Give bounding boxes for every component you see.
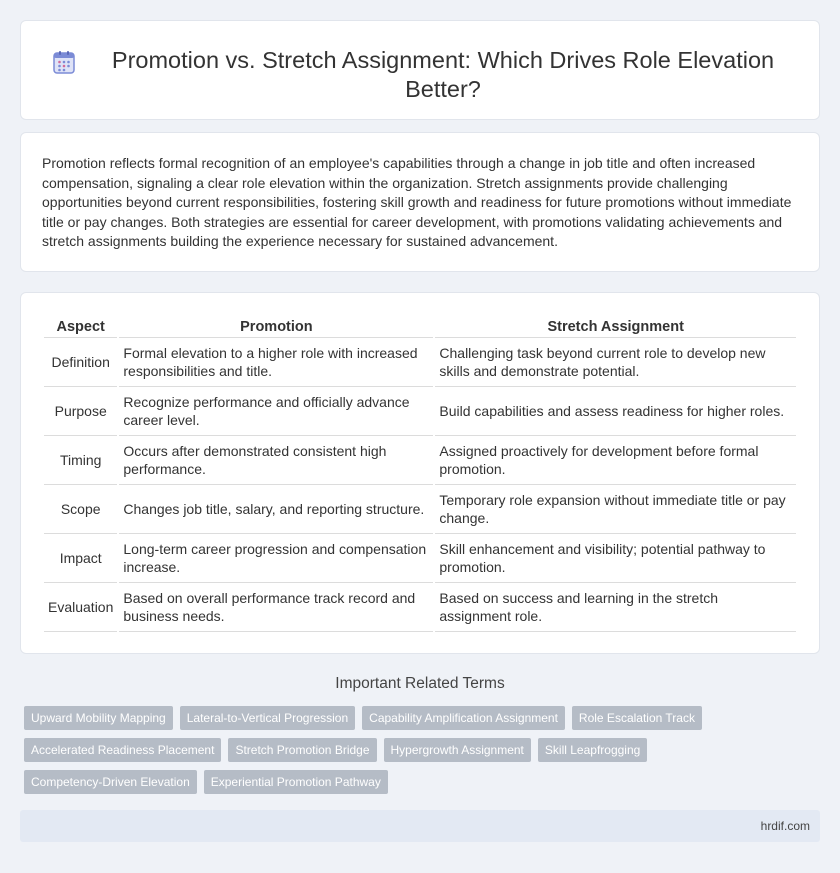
stretch-cell: Skill enhancement and visibility; potential pathway to promotion.: [435, 534, 796, 583]
related-term-tag[interactable]: Stretch Promotion Bridge: [228, 738, 376, 762]
aspect-cell: Definition: [44, 338, 117, 387]
promotion-cell: Recognize performance and officially advance career level.: [119, 387, 433, 436]
related-terms-heading: Important Related Terms: [335, 675, 505, 692]
promotion-cell: Formal elevation to a higher role with increased responsibilities and title.: [119, 338, 433, 387]
stretch-cell: Challenging task beyond current role to develop new skills and demonstrate potential.: [435, 338, 796, 387]
table-row: [44, 387, 796, 436]
stretch-cell: Temporary role expansion without immediate title or pay change.: [435, 485, 796, 534]
footer-site-link[interactable]: hrdif.com: [760, 819, 810, 833]
related-term-tag[interactable]: Accelerated Readiness Placement: [24, 738, 221, 762]
intro-card: [20, 132, 820, 272]
comparison-table: [42, 317, 798, 632]
promotion-cell: Based on overall performance track record and business needs.: [119, 583, 433, 632]
promotion-cell: Long-term career progression and compensation increase.: [119, 534, 433, 583]
stretch-cell: Based on success and learning in the stretch assignment role.: [435, 583, 796, 632]
related-term-tag[interactable]: Upward Mobility Mapping: [24, 706, 173, 730]
related-term-tag[interactable]: Role Escalation Track: [572, 706, 702, 730]
related-term-tag[interactable]: Skill Leapfrogging: [538, 738, 647, 762]
footer: [20, 810, 820, 842]
promotion-cell: Occurs after demonstrated consistent high performance.: [119, 436, 433, 485]
stretch-cell: Assigned proactively for development before formal promotion.: [435, 436, 796, 485]
header-aspect: Aspect: [44, 317, 117, 338]
header-stretch-assignment: Stretch Assignment: [435, 317, 796, 338]
comparison-card: [20, 292, 820, 654]
intro-paragraph: Promotion reflects formal recognition of an employee's capabilities through a change in job title and often increased compensation, signaling a clear role elevation within the organization. Stretch assignments provide challenging opportunities beyond current responsibilities, fostering skill growth and readiness for future promotions without immediate title or pay changes. Both strategies are essential for career development, with promotions validating achievements and stretch assignments building the experience necessary for sustained advancement.: [42, 155, 792, 250]
table-row: [44, 534, 796, 583]
table-header-row: [44, 317, 796, 338]
aspect-cell: Purpose: [44, 387, 117, 436]
promotion-cell: Changes job title, salary, and reporting structure.: [119, 485, 433, 534]
table-row: [44, 338, 796, 387]
related-term-tag[interactable]: Capability Amplification Assignment: [362, 706, 565, 730]
aspect-cell: Impact: [44, 534, 117, 583]
aspect-cell: Evaluation: [44, 583, 117, 632]
header-promotion: Promotion: [119, 317, 433, 338]
title-card: [20, 20, 820, 120]
table-row: [44, 485, 796, 534]
aspect-cell: Timing: [44, 436, 117, 485]
stretch-cell: Build capabilities and assess readiness for higher roles.: [435, 387, 796, 436]
table-row: [44, 583, 796, 632]
aspect-cell: Scope: [44, 485, 117, 534]
related-term-tag[interactable]: Hypergrowth Assignment: [384, 738, 531, 762]
page-title: Promotion vs. Stretch Assignment: Which Drives Role Elevation Better?: [111, 47, 775, 102]
calendar-icon: [51, 50, 77, 76]
related-term-tag[interactable]: Experiential Promotion Pathway: [204, 770, 388, 794]
related-term-tag[interactable]: Competency-Driven Elevation: [24, 770, 197, 794]
related-terms-list: [24, 706, 824, 802]
table-row: [44, 436, 796, 485]
related-term-tag[interactable]: Lateral-to-Vertical Progression: [180, 706, 355, 730]
